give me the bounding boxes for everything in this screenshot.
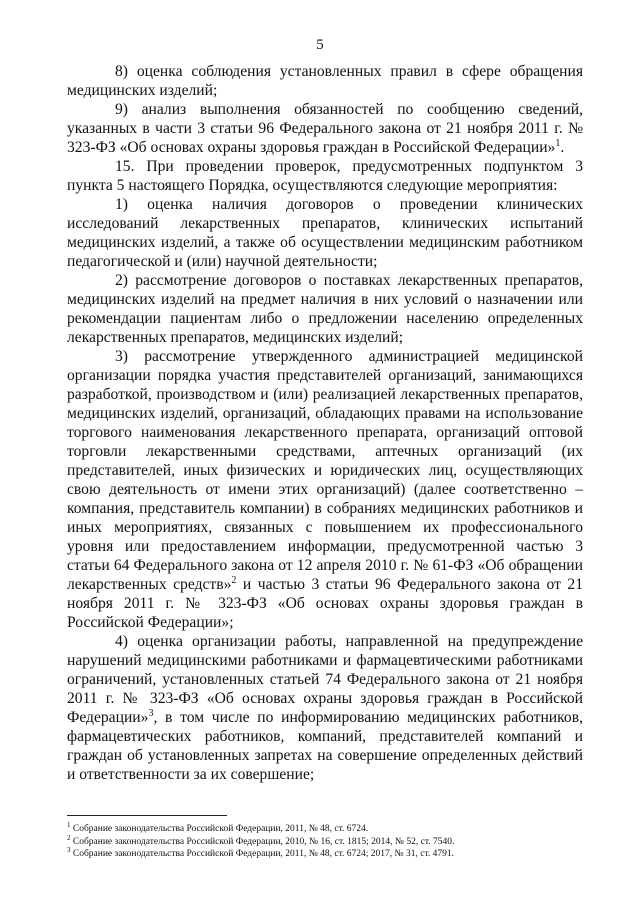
paragraph-text: 4) оценка организации работы, направленной на предупреждение нарушений медицинскими работниками и фармацевтическими работниками ограничений, установленных статьей 74 Федерального закона от 21 ноября 2011 г. № 323-ФЗ «Об основах охраны здоровья граждан в Российской Федерации» bbox=[67, 633, 583, 726]
footnote-mark: 2 bbox=[67, 833, 71, 842]
footnote-3 bbox=[67, 845, 583, 861]
paragraph-tail: . bbox=[560, 139, 565, 156]
paragraph-item-4 bbox=[67, 632, 583, 784]
footnote-1 bbox=[67, 820, 583, 836]
paragraph-item-1 bbox=[67, 195, 583, 271]
paragraph-item-2 bbox=[67, 271, 583, 347]
footnote-ref: 3 bbox=[148, 707, 154, 719]
footnote-mark: 1 bbox=[67, 820, 71, 829]
page-number: 5 bbox=[316, 37, 324, 53]
footnote-mark: 3 bbox=[67, 845, 71, 854]
body-text bbox=[67, 62, 583, 784]
paragraph-clause-15 bbox=[67, 157, 583, 195]
paragraph-tail: , в том числе по информированию медицинских работников, фармацевтических работников, компаний, представителей компаний и граждан об установленных запретах на совершение определенных действий и ответственности за их совершение; bbox=[67, 709, 583, 783]
footnote-text: Собрание законодательства Российской Федерации, 2011, № 48, ст. 6724. bbox=[70, 824, 369, 834]
footnote-2 bbox=[67, 833, 583, 849]
paragraph-text: 3) рассмотрение утвержденного администрацией медицинской организации порядка участия представителей организаций, занимающихся разработкой, производством и (или) реализацией лекарственных препаратов, медицинских изделий, организаций, обладающих правами на использование торгового наименования лекарственного препарата, организаций оптовой торговли лекарственными средствами, аптечных организаций (их представителей, иных физических и юридических лиц, осуществляющих свою деятельность от имени этих организаций) (далее соответственно – компания, представитель компании) в собраниях медицинских работников и иных мероприятиях, связанных с повышением их профессионального уровня или предоставлением информации, предусмотренной частью 3 статьи 64 Федерального закона от 12 апреля 2010 г. № 61-ФЗ «Об обращении лекарственных средств» bbox=[67, 348, 583, 593]
paragraph-text: 9) анализ выполнения обязанностей по сообщению сведений, указанных в части 3 статьи 96 Федерального закона от 21 ноября 2011 г. № 323-ФЗ «Об основах охраны здоровья граждан в Российской Федерации» bbox=[67, 101, 583, 156]
paragraph-item-9 bbox=[67, 100, 583, 157]
paragraph-text: 8) оценка соблюдения установленных правил в сфере обращения медицинских изделий; bbox=[67, 63, 583, 99]
footnote-text: Собрание законодательства Российской Федерации, 2010, № 16, ст. 1815; 2014, № 52, ст. 7540. bbox=[70, 836, 455, 847]
paragraph-item-3 bbox=[67, 347, 583, 632]
footnote-ref: 1 bbox=[555, 137, 561, 149]
paragraph-tail: и частью 3 статьи 96 Федерального закона от 21 ноября 2011 г. № 323-ФЗ «Об основах охраны здоровья граждан в Российской Федерации»; bbox=[67, 576, 583, 631]
footnote-ref: 2 bbox=[231, 574, 237, 586]
paragraph-item-8 bbox=[67, 62, 583, 100]
footnote-divider bbox=[67, 815, 227, 816]
paragraph-text: 2) рассмотрение договоров о поставках лекарственных препаратов, медицинских изделий на предмет наличия в них условий о назначении или рекомендации пациентам либо о предложении населению определенных лекарственных препаратов, медицинских изделий; bbox=[67, 272, 583, 346]
footnotes bbox=[67, 820, 583, 861]
paragraph-text: 1) оценка наличия договоров о проведении клинических исследований лекарственных препаратов, клинических испытаний медицинских изделий, а также об осуществлении медицинским работником педагогической и (или) научной деятельности; bbox=[67, 196, 583, 270]
footnote-text: Собрание законодательства Российской Федерации, 2011, № 48, ст. 6724; 2017, № 31, ст. 4791. bbox=[70, 849, 455, 859]
paragraph-text: 15. При проведении проверок, предусмотренных подпунктом 3 пункта 5 настоящего Порядка, осуществляются следующие мероприятия: bbox=[67, 158, 583, 194]
